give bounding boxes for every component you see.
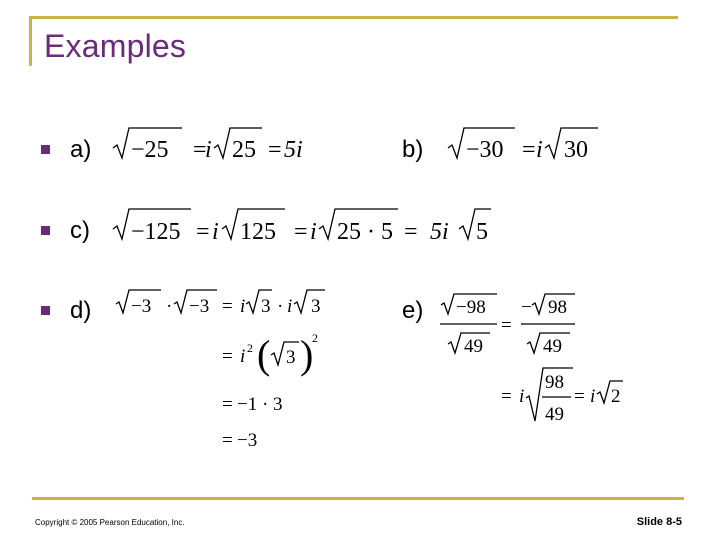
svg-text:i: i [287, 296, 293, 317]
radicand-neg25: −25 [131, 137, 169, 163]
expr-e [440, 294, 623, 425]
label-a: a) [70, 136, 92, 163]
radicand-3a: 3 [261, 296, 271, 317]
svg-text:=: = [268, 137, 282, 163]
svg-text:=: = [222, 394, 233, 415]
radicand-25x5: 25 · 5 [337, 219, 393, 245]
svg-text:=: = [522, 137, 536, 163]
radicand-neg3-2: −3 [189, 296, 210, 317]
svg-text:): ) [300, 332, 314, 377]
expr-d [116, 290, 325, 451]
radicand-125: 125 [240, 219, 276, 245]
result-neg3: −3 [237, 430, 258, 451]
expr-b [448, 128, 598, 163]
radicand-neg30: −30 [466, 137, 504, 163]
svg-text:=: = [501, 315, 512, 336]
bottom-rule [32, 497, 684, 500]
svg-text:−: − [521, 297, 532, 318]
label-c: c) [70, 217, 90, 244]
svg-text:i: i [536, 137, 543, 163]
svg-text:=: = [222, 430, 233, 451]
radicand-neg125: −125 [131, 219, 181, 245]
denom-49: 49 [464, 336, 483, 357]
svg-text:=: = [193, 137, 207, 163]
denom-49b: 49 [543, 336, 562, 357]
svg-text:=: = [404, 219, 418, 245]
svg-text:i: i [205, 137, 212, 163]
expr-c [113, 209, 491, 245]
svg-text:=: = [196, 219, 210, 245]
svg-text:i: i [590, 386, 596, 407]
label-e: e) [402, 297, 424, 324]
result-5i: 5i [284, 137, 303, 163]
big-denom-49: 49 [545, 404, 564, 425]
svg-text:=: = [501, 386, 512, 407]
slide-number: Slide 8-5 [636, 516, 682, 528]
svg-text:i: i [240, 346, 246, 367]
radicand-5: 5 [476, 219, 488, 245]
svg-text:i: i [310, 219, 317, 245]
svg-text:·: · [166, 296, 173, 317]
radicand-3b: 3 [311, 296, 321, 317]
exponent-2: 2 [312, 331, 318, 345]
svg-text:i: i [519, 386, 525, 407]
label-b: b) [402, 136, 424, 163]
svg-text:(: ( [257, 332, 271, 377]
svg-text:2: 2 [247, 341, 253, 355]
radicand-2: 2 [611, 386, 621, 407]
radicand-25: 25 [232, 137, 256, 163]
copyright-text: Copyright © 2005 Pearson Education, Inc. [35, 518, 185, 527]
svg-text:=: = [222, 296, 233, 317]
radicand-neg3-1: −3 [131, 296, 152, 317]
svg-text:=: = [294, 219, 308, 245]
numer-neg98: −98 [456, 297, 486, 318]
svg-text:·: · [277, 296, 284, 317]
slide-title: Examples [44, 28, 187, 64]
radicand-30: 30 [564, 137, 588, 163]
label-d: d) [70, 297, 92, 324]
coef-5i: 5i [430, 219, 449, 245]
svg-text:i: i [240, 296, 246, 317]
svg-text:i: i [212, 219, 219, 245]
big-numer-98: 98 [545, 372, 564, 393]
svg-text:=: = [574, 386, 585, 407]
numer-98: 98 [548, 297, 567, 318]
expr-a [113, 128, 303, 163]
neg1-times-3: −1 · 3 [237, 394, 283, 415]
radicand-3c: 3 [286, 347, 296, 368]
svg-text:=: = [222, 346, 233, 367]
